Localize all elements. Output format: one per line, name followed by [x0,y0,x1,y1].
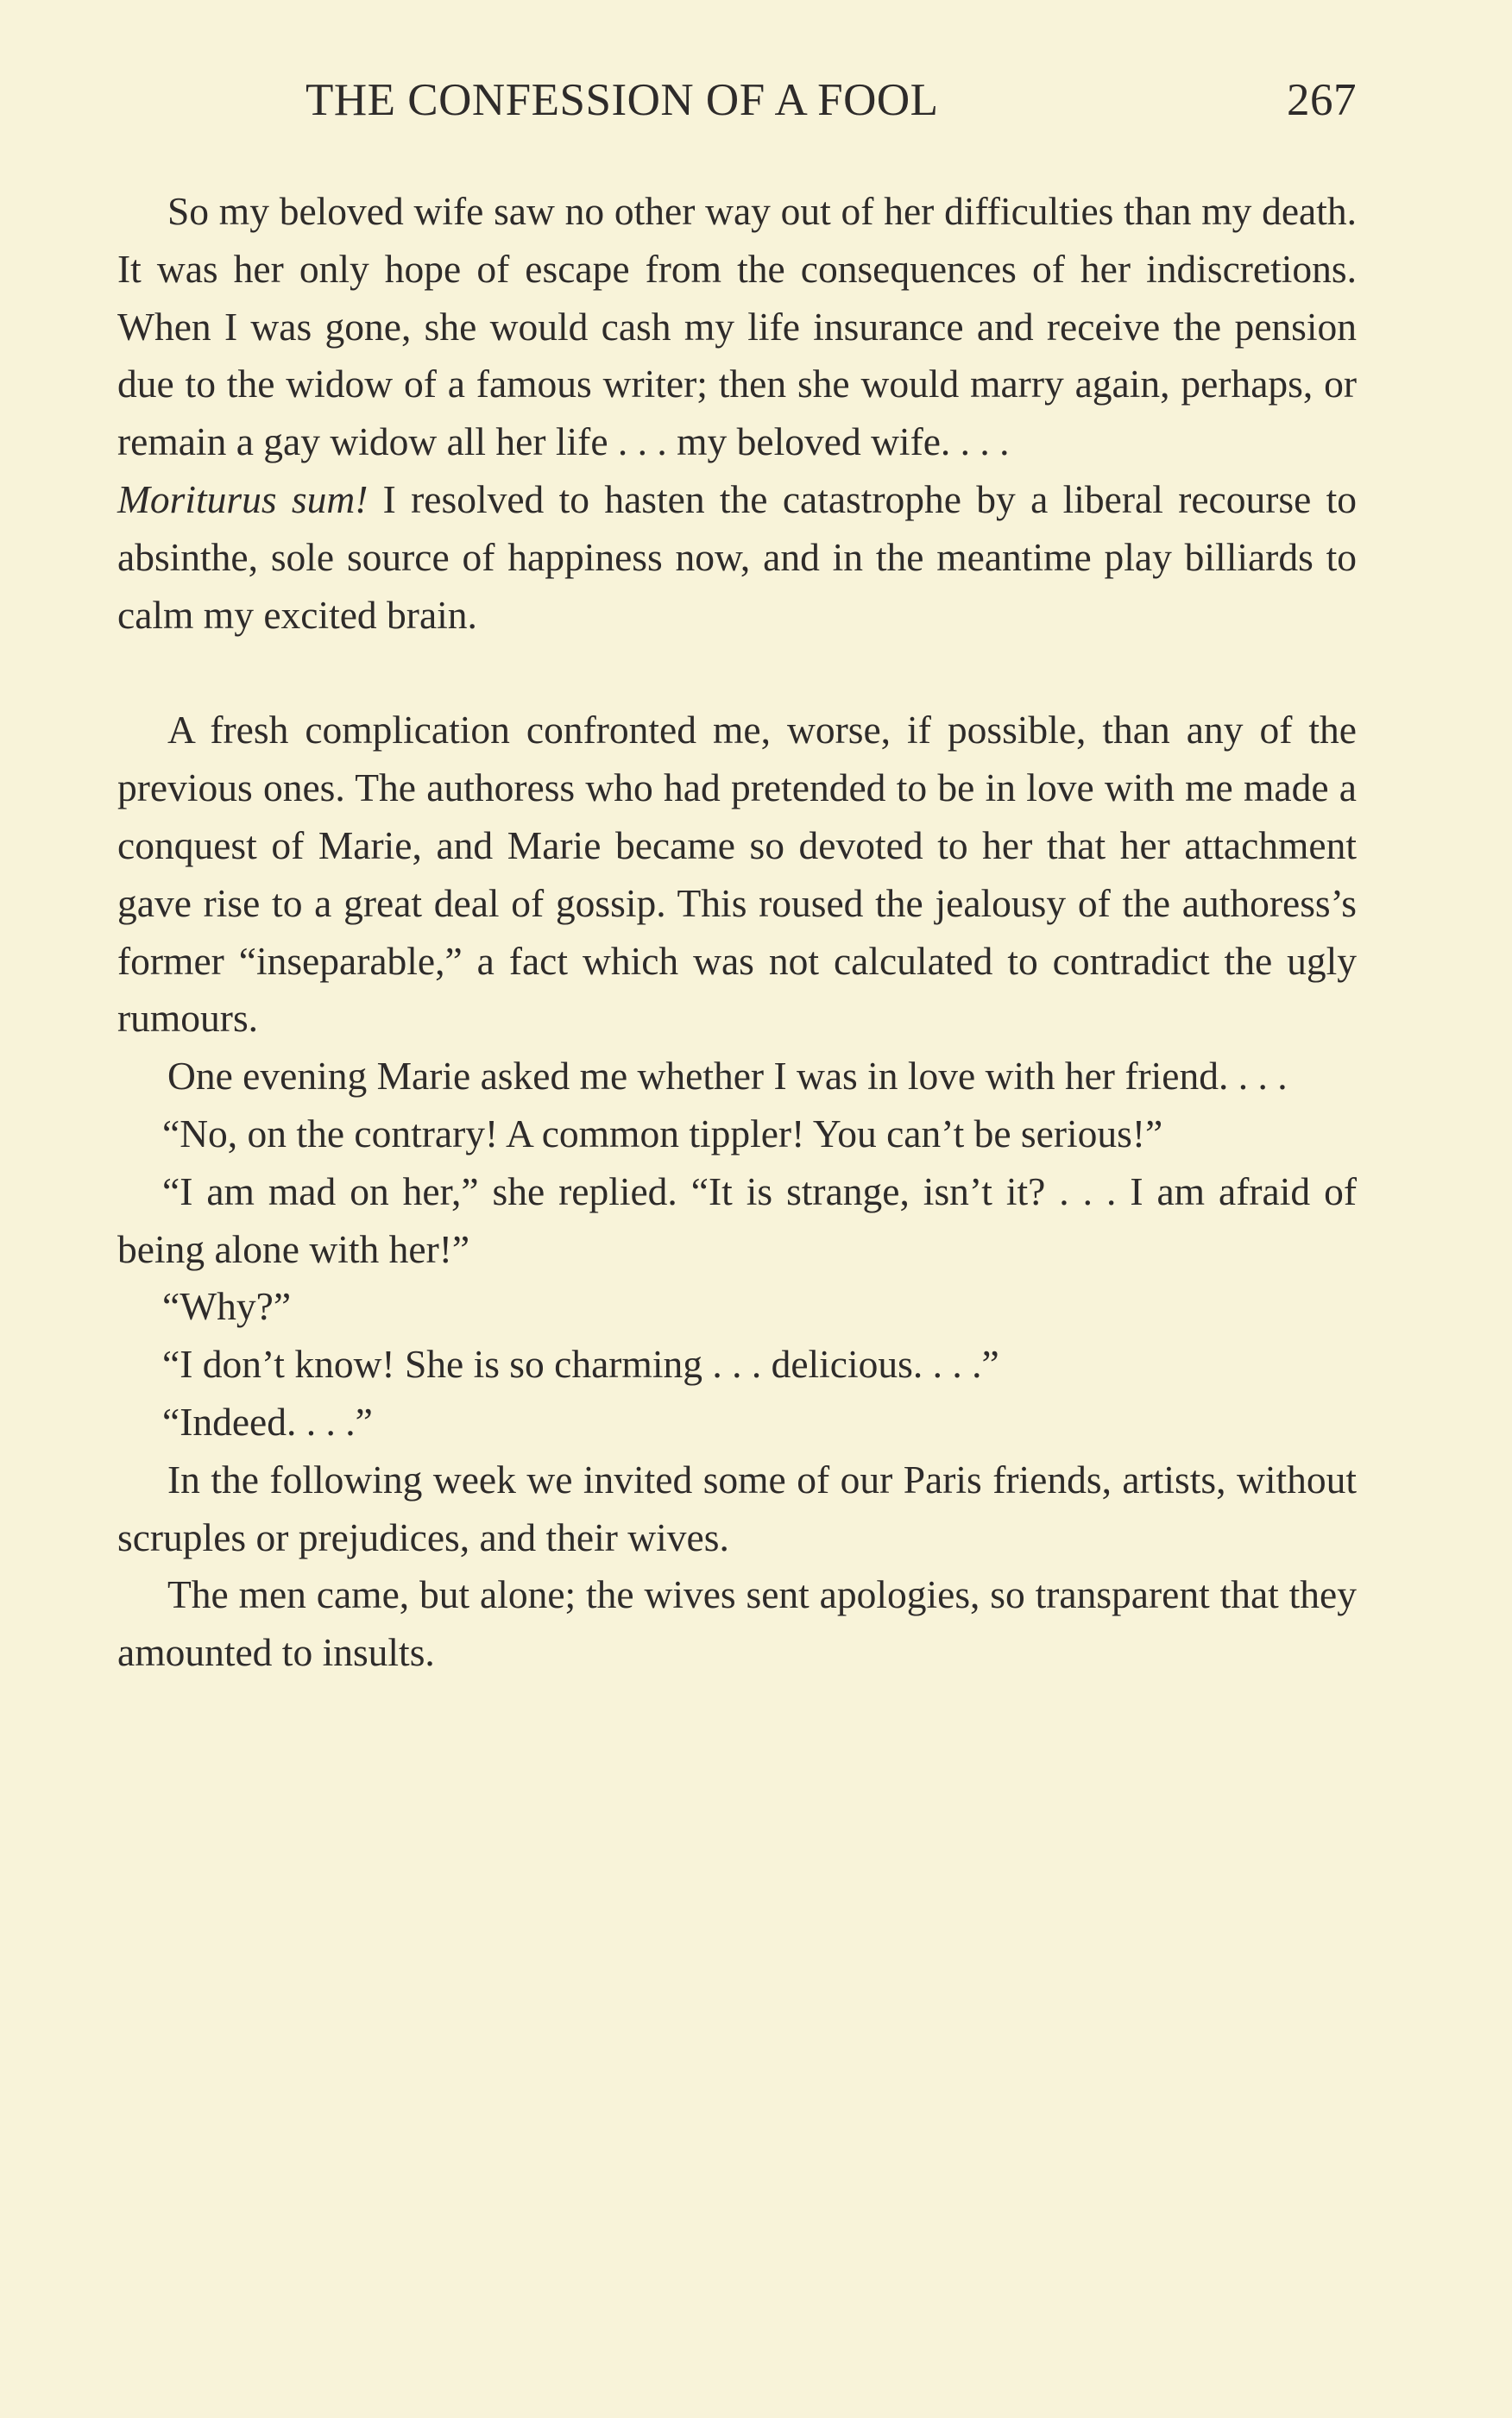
paragraph-text: “Why?” [162,1284,292,1329]
paragraph-text: “I don’t know! She is so charming . . . delicious. . . .” [162,1342,999,1387]
paragraph [117,702,1357,1048]
paragraph [117,183,1357,471]
running-title: THE CONFESSION OF A FOOL [306,75,939,125]
page-number: 267 [1287,75,1357,125]
body-text [117,183,1357,1682]
paragraph-text: “Indeed. . . .” [162,1399,373,1444]
dialogue-line [117,1394,1357,1451]
paragraph-text: I resolved to hasten the catastrophe by a liberal recourse to absinthe, sole source of happiness now, and in the meantime play billiards to calm my excited brain. [117,476,1358,637]
section-break [117,644,1357,702]
italic-phrase: Moriturus sum! [117,476,369,521]
paragraph [117,1566,1357,1682]
book-page [117,62,1357,1682]
paragraph [117,471,1357,644]
paragraph-text: One evening Marie asked me whether I was in love with her friend. . . . [167,1054,1288,1099]
paragraph-text: “No, on the contrary! A common tippler! You can’t be serious!” [162,1111,1163,1155]
dialogue-line [117,1163,1357,1279]
paragraph-text: In the following week we invited some of our Paris friends, artists, without scruples or prejudices, and their wives. [117,1457,1357,1559]
paragraph-text: “I am mad on her,” she replied. “It is strange, isn’t it? . . . I am afraid of being alone with her!” [117,1168,1357,1271]
paragraph-text: The men came, but alone; the wives sent apologies, so transparent that they amounted to insults. [117,1572,1357,1675]
dialogue-line [117,1278,1357,1336]
dialogue-line [117,1105,1357,1163]
running-head [117,62,1357,138]
paragraph [117,1451,1357,1567]
dialogue-line [117,1336,1357,1394]
paragraph [117,1048,1357,1105]
paragraph-text: A fresh complication confronted me, worse, if possible, than any of the previous ones. The authoress who had pretended to be in love with me made a conquest of Marie, and Marie became so devoted to her that her attachment gave rise to a great deal of gossip. This roused the jealousy of the authoress’s former “inseparable,” a fact which was not calculated to contradict the ugly rumours. [117,708,1357,1041]
paragraph-text: So my beloved wife saw no other way out of her difficulties than my death. It was her only hope of escape from the consequences of her indiscretions. When I was gone, she would cash my life insurance and receive the pension due to the widow of a famous writer; then she would marry again, perhaps, or remain a gay widow all her life . . . my beloved wife. . . . [117,189,1357,464]
